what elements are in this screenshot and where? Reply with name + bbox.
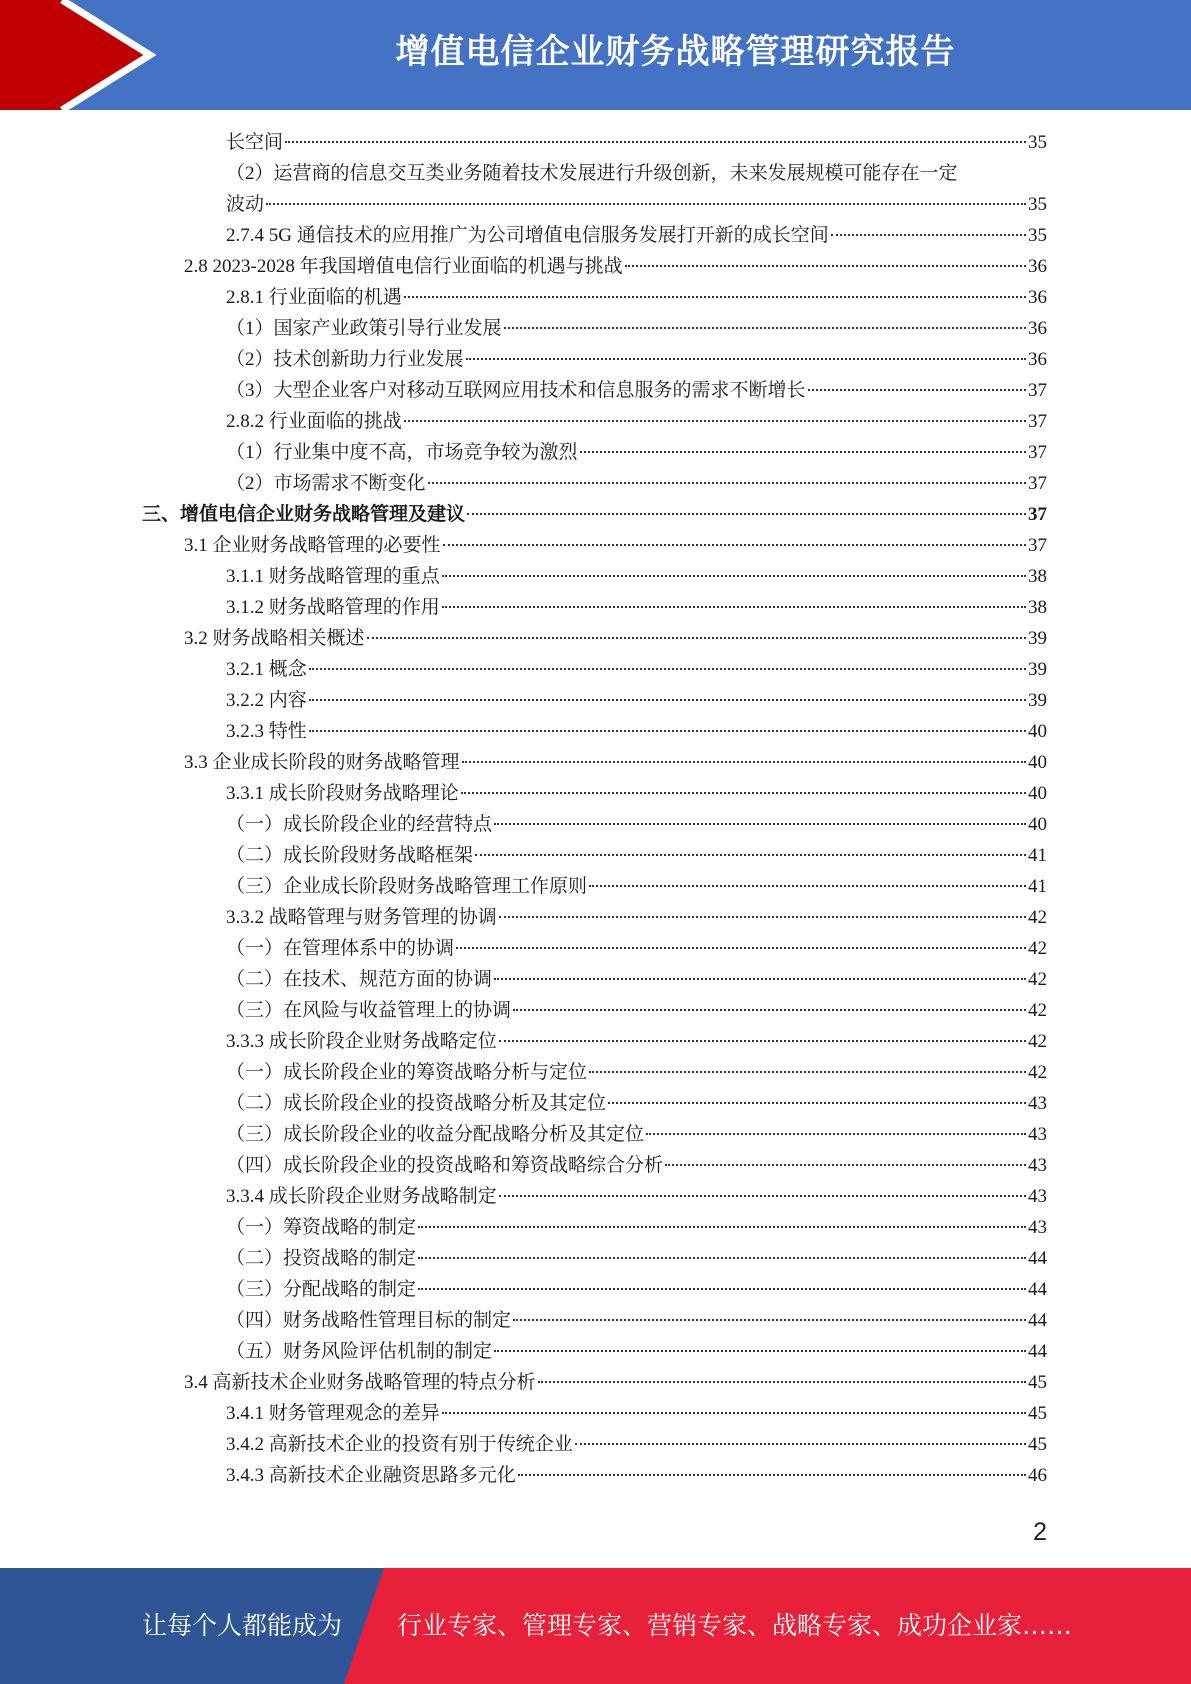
toc-entry[interactable] xyxy=(226,468,1047,499)
toc-entry[interactable] xyxy=(184,623,1047,654)
toc-entry-label: 3.1 企业财务战略管理的必要性 xyxy=(184,535,441,556)
toc-leader xyxy=(494,978,1026,980)
toc-entry[interactable] xyxy=(226,840,1047,871)
toc-entry-label: （三）在风险与收益管理上的协调 xyxy=(226,1000,512,1021)
toc-entry-label: （1）国家产业政策引导行业发展 xyxy=(226,318,502,339)
toc-entry-label: （三）成长阶段企业的收益分配战略分析及其定位 xyxy=(226,1124,645,1145)
toc-leader xyxy=(285,141,1026,143)
toc-entry-label: 2.8.2 行业面临的挑战 xyxy=(226,411,402,432)
toc-entry-label: 3.1.2 财务战略管理的作用 xyxy=(226,597,440,618)
toc-entry-page: 39 xyxy=(1028,659,1047,680)
toc-entry[interactable] xyxy=(226,127,1047,158)
toc-entry-page: 42 xyxy=(1028,1062,1047,1083)
toc-leader xyxy=(309,668,1026,670)
toc-entry-page: 42 xyxy=(1028,1031,1047,1052)
toc-entry[interactable] xyxy=(226,406,1047,437)
toc-entry[interactable] xyxy=(184,530,1047,561)
toc-entry-page: 39 xyxy=(1028,628,1047,649)
toc-entry-page: 37 xyxy=(1028,535,1047,556)
toc-entry-page: 43 xyxy=(1028,1124,1047,1145)
toc-entry[interactable] xyxy=(226,995,1047,1026)
toc-entry-page: 37 xyxy=(1028,380,1047,401)
toc-entry-label[interactable]: （2）运营商的信息交互类业务随着技术发展进行升级创新，未来发展规模可能存在一定 xyxy=(226,163,958,184)
toc-entry-label: 3.3.3 成长阶段企业财务战略定位 xyxy=(226,1031,497,1052)
toc-entry-page: 40 xyxy=(1028,783,1047,804)
toc-leader xyxy=(443,544,1026,546)
toc-entry-page: 38 xyxy=(1028,597,1047,618)
toc-leader xyxy=(442,1412,1026,1414)
toc-chapter-entry[interactable] xyxy=(142,499,1047,530)
toc-entry[interactable] xyxy=(226,1212,1047,1243)
toc-entry-page: 44 xyxy=(1028,1341,1047,1362)
toc-entry-label: （二）投资战略的制定 xyxy=(226,1248,417,1269)
toc-entry-label: （三）企业成长阶段财务战略管理工作原则 xyxy=(226,876,588,897)
toc-entry[interactable] xyxy=(184,251,1047,282)
toc-entry-page: 38 xyxy=(1028,566,1047,587)
toc-leader xyxy=(589,885,1026,887)
toc-entry-label: （三）分配战略的制定 xyxy=(226,1279,417,1300)
toc-entry-label: 波动 xyxy=(226,194,265,215)
toc-entry-label: 2.8.1 行业面临的机遇 xyxy=(226,287,402,308)
toc-leader xyxy=(418,1288,1026,1290)
toc-entry-page: 45 xyxy=(1028,1434,1047,1455)
toc-leader xyxy=(309,699,1026,701)
toc-entry[interactable] xyxy=(226,1460,1047,1491)
toc-entry-label: 3.4.2 高新技术企业的投资有别于传统企业 xyxy=(226,1434,573,1455)
toc-leader xyxy=(404,296,1026,298)
report-title: 增值电信企业财务战略管理研究报告 xyxy=(395,32,956,72)
toc-leader xyxy=(367,637,1026,639)
toc-entry-page: 35 xyxy=(1028,132,1047,153)
toc-entry[interactable] xyxy=(226,1119,1047,1150)
toc-leader xyxy=(309,730,1026,732)
toc-entry[interactable] xyxy=(226,716,1047,747)
toc-entry-label: 3.3.1 成长阶段财务战略理论 xyxy=(226,783,459,804)
toc-entry-page: 43 xyxy=(1028,1155,1047,1176)
toc-leader xyxy=(418,1257,1026,1259)
toc-entry-label: 3.2.3 特性 xyxy=(226,721,307,742)
toc-entry-label: （一）成长阶段企业的经营特点 xyxy=(226,814,493,835)
toc-entry-label: 三、增值电信企业财务战略管理及建议 xyxy=(142,504,466,525)
toc-entry[interactable] xyxy=(184,747,1047,778)
toc-entry-label: 长空间 xyxy=(226,132,284,153)
toc-entry-label: 3.2.2 内容 xyxy=(226,690,307,711)
footer-slogan: 让每个人都能成为 xyxy=(142,1611,343,1640)
toc-leader xyxy=(808,389,1026,391)
toc-entry-page: 44 xyxy=(1028,1279,1047,1300)
toc-leader xyxy=(475,854,1026,856)
toc-entry-label: （一）成长阶段企业的筹资战略分析与定位 xyxy=(226,1062,588,1083)
toc-leader xyxy=(513,1009,1026,1011)
toc-entry[interactable] xyxy=(226,561,1047,592)
toc-leader xyxy=(404,420,1026,422)
toc-entry-page: 43 xyxy=(1028,1217,1047,1238)
toc-leader xyxy=(513,1319,1026,1321)
toc-entry[interactable] xyxy=(226,437,1047,468)
toc-entry-page: 37 xyxy=(1028,473,1047,494)
toc-entry[interactable] xyxy=(226,1181,1047,1212)
toc-entry-label: 3.3.4 成长阶段企业财务战略制定 xyxy=(226,1186,497,1207)
toc-entry-page: 36 xyxy=(1028,287,1047,308)
toc-entry-page: 37 xyxy=(1028,504,1047,525)
toc-leader xyxy=(646,1133,1026,1135)
toc-leader xyxy=(499,916,1026,918)
toc-entry-label: （四）成长阶段企业的投资战略和筹资战略综合分析 xyxy=(226,1155,664,1176)
toc-entry[interactable] xyxy=(226,1150,1047,1181)
toc-entry-page: 45 xyxy=(1028,1403,1047,1424)
toc-entry-label: （2）市场需求不断变化 xyxy=(226,473,426,494)
toc-entry-label: （四）财务战略性管理目标的制定 xyxy=(226,1310,512,1331)
toc-entry[interactable] xyxy=(226,592,1047,623)
toc-leader xyxy=(499,1040,1026,1042)
toc-entry-label: 3.3.2 战略管理与财务管理的协调 xyxy=(226,907,497,928)
toc-entry-label: 2.8 2023-2028 年我国增值电信行业面临的机遇与挑战 xyxy=(184,256,623,277)
toc-entry[interactable] xyxy=(226,1398,1047,1429)
toc-leader xyxy=(428,482,1026,484)
toc-entry[interactable] xyxy=(226,809,1047,840)
toc-entry[interactable] xyxy=(226,964,1047,995)
toc-entry[interactable] xyxy=(226,1429,1047,1460)
toc-entry-label: 3.3 企业成长阶段的财务战略管理 xyxy=(184,752,460,773)
toc-leader xyxy=(580,451,1026,453)
toc-entry-label: （二）成长阶段财务战略框架 xyxy=(226,845,474,866)
page-number: 2 xyxy=(1033,1518,1047,1546)
toc-entry[interactable] xyxy=(226,313,1047,344)
toc-entry-page: 43 xyxy=(1028,1093,1047,1114)
toc-entry-page: 37 xyxy=(1028,442,1047,463)
toc-entry-page: 42 xyxy=(1028,969,1047,990)
toc-entry-label: 3.4.3 高新技术企业融资思路多元化 xyxy=(226,1465,516,1486)
toc-entry-label: （2）技术创新助力行业发展 xyxy=(226,349,464,370)
toc-entry[interactable] xyxy=(226,282,1047,313)
toc-leader xyxy=(518,1474,1026,1476)
toc-leader xyxy=(467,513,1026,515)
toc-entry[interactable] xyxy=(184,1367,1047,1398)
toc-entry-page: 41 xyxy=(1028,845,1047,866)
toc-entry-page: 36 xyxy=(1028,318,1047,339)
toc-leader xyxy=(456,947,1026,949)
toc-leader xyxy=(625,265,1026,267)
toc-entry-label: 3.1.1 财务战略管理的重点 xyxy=(226,566,440,587)
toc-entry[interactable] xyxy=(226,375,1047,406)
toc-entry[interactable] xyxy=(226,1057,1047,1088)
toc-entry[interactable] xyxy=(226,654,1047,685)
toc-entry[interactable] xyxy=(226,871,1047,902)
toc-entry[interactable] xyxy=(226,933,1047,964)
toc-entry-page: 40 xyxy=(1028,814,1047,835)
toc-leader xyxy=(538,1381,1026,1383)
toc-entry-page: 36 xyxy=(1028,349,1047,370)
toc-entry-page: 40 xyxy=(1028,752,1047,773)
toc-entry-label: 3.2 财务战略相关概述 xyxy=(184,628,365,649)
toc-entry-label: （一）筹资战略的制定 xyxy=(226,1217,417,1238)
toc-entry-page: 42 xyxy=(1028,938,1047,959)
toc-entry[interactable] xyxy=(226,1088,1047,1119)
toc-leader xyxy=(461,792,1026,794)
toc-entry-label: （五）财务风险评估机制的制定 xyxy=(226,1341,493,1362)
toc-leader xyxy=(665,1164,1026,1166)
toc-leader xyxy=(442,606,1026,608)
toc-entry-label: （一）在管理体系中的协调 xyxy=(226,938,455,959)
toc-entry-page: 46 xyxy=(1028,1465,1047,1486)
toc-entry-page: 39 xyxy=(1028,690,1047,711)
toc-entry-page: 35 xyxy=(1028,225,1047,246)
toc-leader xyxy=(266,203,1026,205)
toc-entry[interactable] xyxy=(226,1305,1047,1336)
toc-entry-label: （3）大型企业客户对移动互联网应用技术和信息服务的需求不断增长 xyxy=(226,380,806,401)
toc-entry-page: 42 xyxy=(1028,907,1047,928)
toc-entry[interactable] xyxy=(226,189,1047,220)
toc-entry-page: 40 xyxy=(1028,721,1047,742)
toc-leader xyxy=(418,1226,1026,1228)
toc-leader xyxy=(575,1443,1026,1445)
toc-entry-label: （二）成长阶段企业的投资战略分析及其定位 xyxy=(226,1093,607,1114)
toc-leader xyxy=(466,358,1026,360)
toc-entry[interactable] xyxy=(226,902,1047,933)
toc-entry-label: 3.4 高新技术企业财务战略管理的特点分析 xyxy=(184,1372,536,1393)
toc-entry-page: 44 xyxy=(1028,1248,1047,1269)
toc-entry-page: 42 xyxy=(1028,1000,1047,1021)
toc-entry[interactable] xyxy=(226,1243,1047,1274)
toc-leader xyxy=(494,823,1026,825)
toc-leader xyxy=(442,575,1026,577)
toc-leader xyxy=(494,1350,1026,1352)
toc-entry[interactable] xyxy=(226,685,1047,716)
toc-entry-page: 41 xyxy=(1028,876,1047,897)
toc-leader xyxy=(608,1102,1026,1104)
toc-entry[interactable] xyxy=(226,1336,1047,1367)
toc-leader xyxy=(499,1195,1026,1197)
toc-entry[interactable] xyxy=(226,778,1047,809)
toc-entry-page: 43 xyxy=(1028,1186,1047,1207)
toc-entry[interactable] xyxy=(226,344,1047,375)
toc-entry-label: 3.2.1 概念 xyxy=(226,659,307,680)
toc-entry-page: 45 xyxy=(1028,1372,1047,1393)
toc-entry-label: 2.7.4 5G 通信技术的应用推广为公司增值电信服务发展打开新的成长空间 xyxy=(226,225,829,246)
toc-leader xyxy=(589,1071,1026,1073)
toc-entry-page: 35 xyxy=(1028,194,1047,215)
report-header xyxy=(0,0,1191,110)
toc-entry-page: 36 xyxy=(1028,256,1047,277)
toc-entry[interactable] xyxy=(226,1026,1047,1057)
toc-leader xyxy=(462,761,1026,763)
report-footer xyxy=(0,1568,1191,1684)
toc-entry-page: 37 xyxy=(1028,411,1047,432)
toc-entry-label: （1）行业集中度不高，市场竞争较为激烈 xyxy=(226,442,578,463)
toc-leader xyxy=(831,234,1026,236)
toc-entry-label: （二）在技术、规范方面的协调 xyxy=(226,969,493,990)
footer-tagline: 行业专家、管理专家、营销专家、战略专家、成功企业家…… xyxy=(397,1611,1073,1640)
toc-entry-page: 44 xyxy=(1028,1310,1047,1331)
toc-leader xyxy=(504,327,1026,329)
toc-entry[interactable] xyxy=(226,220,1047,251)
toc-entry-label: 3.4.1 财务管理观念的差异 xyxy=(226,1403,440,1424)
toc-entry[interactable] xyxy=(226,1274,1047,1305)
header-chevron-icon xyxy=(0,0,160,110)
